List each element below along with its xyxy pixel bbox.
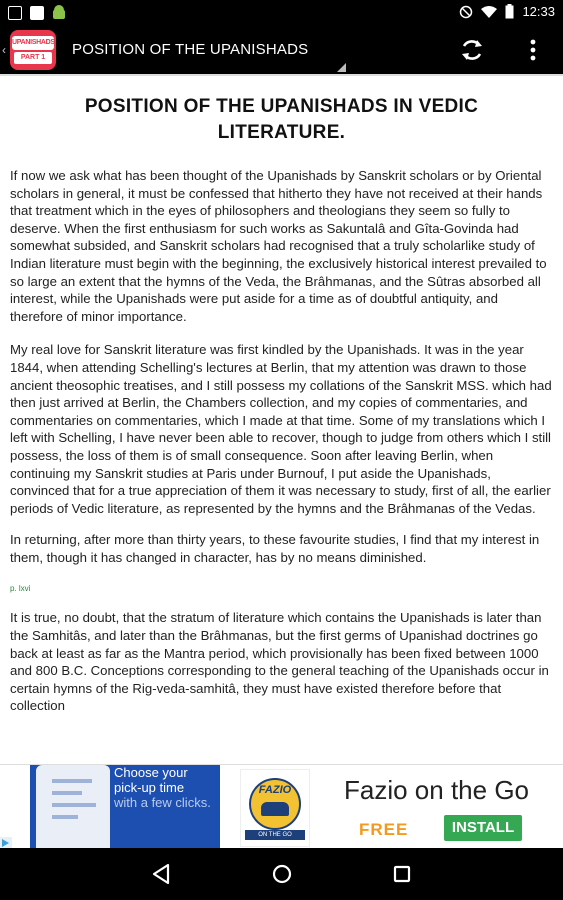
status-bar-system (459, 4, 555, 19)
ad-app-logo[interactable] (240, 769, 310, 847)
ad-tagline-line: with a few clicks. (114, 795, 211, 810)
notification-square-icon (8, 6, 22, 20)
article-title: POSITION OF THE UPANISHADS IN VEDIC LITERATURE. (84, 96, 479, 143)
wifi-icon (481, 5, 497, 19)
recents-icon[interactable] (388, 860, 416, 888)
app-icon[interactable] (10, 30, 56, 70)
article-content[interactable] (0, 76, 563, 764)
do-not-disturb-icon (459, 5, 473, 19)
car-icon (261, 802, 289, 816)
status-time: 12:33 (522, 4, 555, 19)
ad-price-label: FREE (359, 820, 409, 839)
status-bar-notifications (8, 5, 66, 21)
notification-filled-icon (30, 6, 44, 20)
status-bar (0, 0, 563, 26)
android-icon (52, 5, 66, 21)
action-bar-title[interactable]: POSITION OF THE UPANISHADS (72, 41, 309, 58)
ad-tagline-line: pick-up time (114, 780, 185, 795)
phone-illustration (36, 765, 110, 849)
ad-logo-sub: ON THE GO (245, 830, 305, 840)
app-icon-text-bottom: PART 1 (20, 54, 46, 61)
battery-icon (505, 4, 514, 19)
action-bar (0, 26, 563, 74)
ad-logo-brand: FAZIO (258, 784, 292, 796)
refresh-icon[interactable] (458, 36, 486, 64)
ad-banner[interactable] (0, 764, 563, 849)
spinner-indicator-icon (337, 63, 346, 72)
ad-tagline-line: Choose your (114, 765, 188, 780)
article-paragraph: In returning, after more than thirty years, to these favourite studies, I find that my interest in them, though it has changed in character, has by no means diminished. (10, 532, 540, 565)
ad-image[interactable] (30, 765, 220, 849)
app-icon-text-top: UPANISHADS (12, 39, 55, 46)
up-caret-icon[interactable]: ‹ (2, 43, 6, 57)
ad-headline[interactable]: Fazio on the Go (344, 775, 529, 805)
article-paragraph: It is true, no doubt, that the stratum of literature which contains the Upanishads is later than the Samhitâs, and later than the Brâhmanas, but the first germs of Upanishad doctrines go back at least as far as the Mantra period, which provisionally has been fixed between 1000 and 800 B.C. Conceptions corresponding to the general teaching of the Upanishads occur in certain hymns of the Rig-veda-samhitâ, they must have existed therefore before that collection (10, 610, 549, 714)
ad-install-button[interactable]: INSTALL (444, 815, 522, 841)
page-reference-link[interactable]: p. lxvi (10, 584, 31, 594)
article-paragraph: My real love for Sanskrit literature was first kindled by the Upanishads. It was in the year 1844, when attending Schelling's lectures at Berlin, that my attention was drawn to those ancient theosophic treatises, and I still possess my collations of the Sanskrit MSS. which had then just arrived at Berlin, the Chambers collection, and my copies of commentaries, and commentaries on commentaries, which I made at that time. Some of my translations which I left with Schelling, I have never been able to recover, though to judge from others which I still possess, the loss of them is of small consequence. Soon after leaving Berlin, when continuing my Sanskrit studies at Paris under Burnouf, I put aside the Upanishads, convinced that for a true appreciation of them it was necessary to study, first of all, the earlier periods of Vedic literature, as represented by the hymns and the Brâhmanas of the Vedas. (10, 342, 552, 516)
article-paragraph: If now we ask what has been thought of the Upanishads by Sanskrit scholars or by Oriental scholars in general, it must be confessed that hitherto they have not received at their hands that treatment which in the eyes of philosophers and theologians they seem so fully to deserve. When the first enthusiasm for such works as Sakuntalâ and Gîta-Govinda had somewhat subsided, and Sanskrit scholars had recognised that a truly scholarlike study of Indian literature must begin with the beginning, the exclusively historical interest prevailed to so large an extent that the hymns of the Veda, the Brâhmanas, and the Sûtras absorbed all interest, while the Upanishads were put aside for a time as of doubtful antiquity, and therefore of minor importance. (10, 168, 547, 324)
overflow-menu-icon[interactable] (523, 36, 543, 64)
ad-tagline (114, 765, 218, 810)
back-icon[interactable] (148, 860, 176, 888)
home-icon[interactable] (268, 860, 296, 888)
navigation-bar (0, 848, 563, 900)
